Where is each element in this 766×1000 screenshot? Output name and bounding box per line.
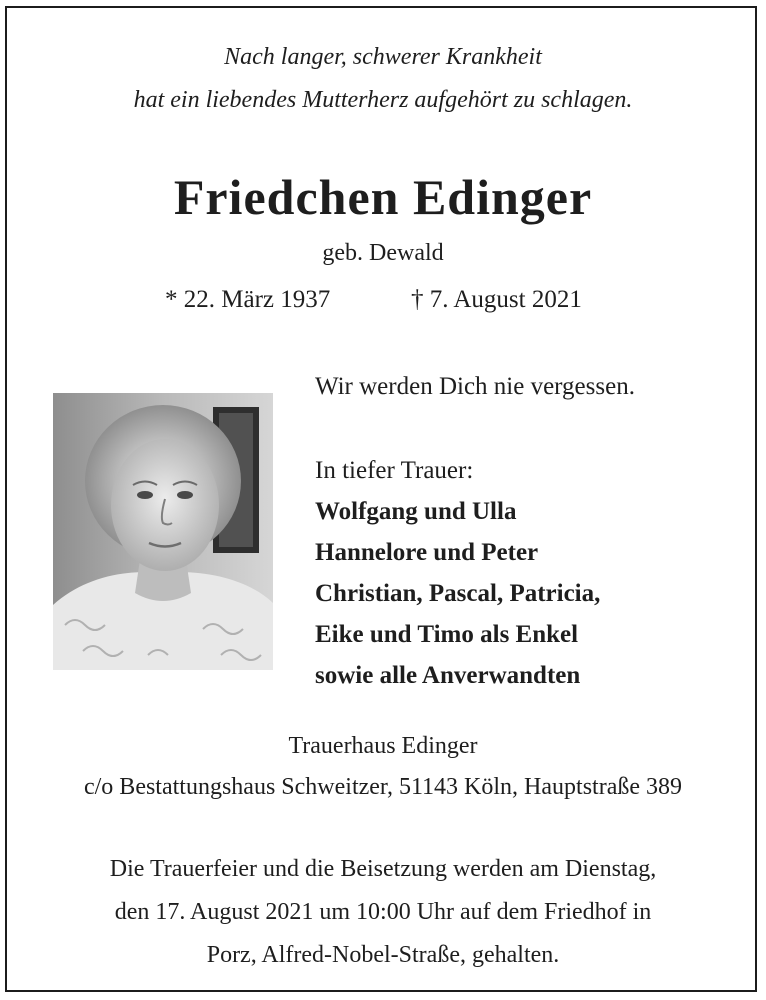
house-address-line-1: Trauerhaus Edinger (288, 733, 478, 759)
mourners-heading: In tiefer Trauer: (315, 457, 474, 484)
mourner-name: Christian, Pascal, Patricia, (315, 580, 601, 607)
portrait-image (53, 393, 273, 670)
birth-date: * 22. März 1937 (165, 286, 331, 313)
intro-line-1: Nach langer, schwerer Krankheit (224, 44, 542, 70)
birth-name: geb. Dewald (322, 240, 444, 266)
obituary-card (5, 6, 757, 992)
portrait-photo (53, 393, 273, 670)
ceremony-notice (7, 848, 759, 977)
house-address (7, 726, 759, 808)
death-date: † 7. August 2021 (411, 286, 582, 313)
ceremony-line-1: Die Trauerfeier und die Beisetzung werden am Dienstag, (109, 856, 657, 882)
house-address-line-2: c/o Bestattungshaus Schweitzer, 51143 Köln, Hauptstraße 389 (83, 774, 683, 800)
memorial-quote: Wir werden Dich nie vergessen. (315, 373, 635, 400)
mourner-name: Hannelore und Peter (315, 539, 539, 566)
mourners-block (315, 450, 600, 696)
mourner-name: Wolfgang und Ulla (315, 498, 517, 525)
mourner-name: sowie alle Anverwandten (315, 662, 581, 689)
mourner-name: Eike und Timo als Enkel (315, 621, 579, 648)
intro-line-2: hat ein liebendes Mutterherz aufgehört zu schlagen. (133, 87, 633, 113)
ceremony-line-3: Porz, Alfred-Nobel-Straße, gehalten. (206, 942, 560, 968)
deceased-name: Friedchen Edinger (173, 169, 593, 225)
intro-text (7, 36, 759, 122)
ceremony-line-2: den 17. August 2021 um 10:00 Uhr auf dem Friedhof in (114, 899, 652, 925)
